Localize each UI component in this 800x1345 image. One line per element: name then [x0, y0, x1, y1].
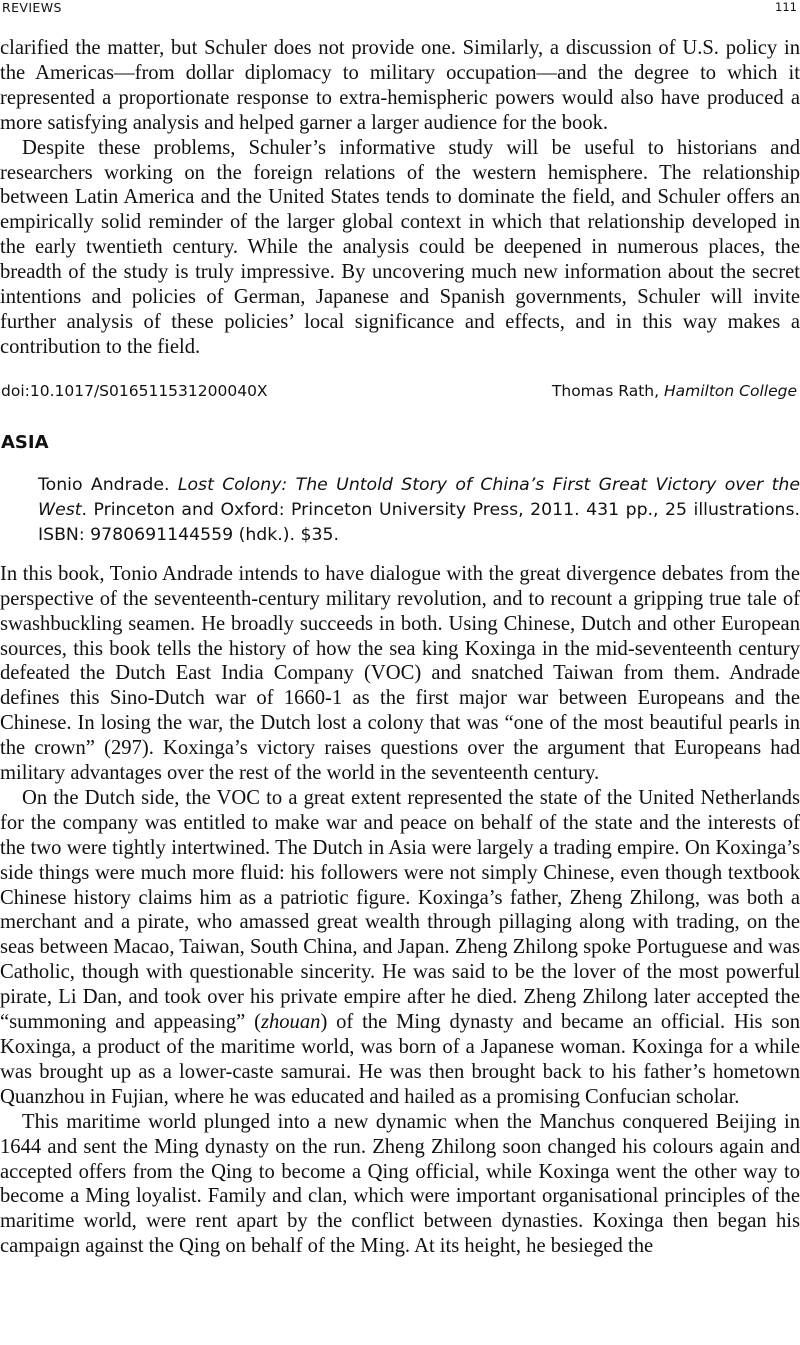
doi-link[interactable]: doi:10.1017/S016511531200040X	[1, 381, 268, 400]
reviewer-name: Thomas Rath,	[551, 381, 660, 400]
reviewer-affiliation: Hamilton College	[663, 381, 797, 400]
review2-paragraph-3: This maritime world plunged into a new dynamic when the Manchus conquered Beijing in 1644 and sent the Ming dynasty on the run. Zheng Zhilong soon changed his colours again and accepted offers from the Qing to become a Qing official, while Koxinga went the other way to become a Ming loyalist. Family and clan, which were important organisational principles of the maritime world, were rent apart by the conflict between dynasties. Koxinga then began his campaign against the Qing on behalf of the Ming. At its height, he besieged the	[0, 1110, 800, 1258]
page-number: 111	[775, 0, 797, 14]
book-author: Tonio Andrade.	[38, 474, 170, 495]
running-section-title: REVIEWS	[2, 0, 62, 15]
review2-paragraph-2-start: On the Dutch side, the VOC to a great extent represented the state of the United Netherlands for the company was entitled to make war and peace on behalf of the state and the interests of the two were tightly intertwined. The Dutch in Asia were largely a trading empire. On Koxinga’s side things were much more fluid: his followers were not simply Chinese, even though textbook Chinese history claims him as a patriotic figure. Koxinga’s father, Zheng Zhilong, was both a merchant and a pirate, who amassed great wealth through pillaging along with trading, on the seas between Macao, Taiwan, South China, and Japan. Zheng Zhilong spoke Portuguese and was Catholic, though with questionable sincerity. He was said to be the lover of the most powerful pirate, Li Dan, and took over his private empire after he died. Zheng Zhilong later accepted the “summoning and appeasing” (	[0, 786, 800, 1034]
book-title: Lost Colony: The Untold Story of China’s First Great Victory over the West	[38, 474, 800, 520]
review1-paragraph-1: clarified the matter, but Schuler does not provide one. Similarly, a discussion of U.S. policy in the Americas—from dollar diplomacy to military occupation—and the degree to which it represented a proportionate response to extra-hemispheric powers would also have produced a more satisfying analysis and helped garner a larger audience for the book.	[0, 37, 800, 134]
review-signature	[0, 379, 800, 401]
section-heading: ASIA	[1, 431, 49, 453]
reviewer-credit	[552, 379, 797, 404]
review1-paragraph-2: Despite these problems, Schuler’s informative study will be useful to historians and researchers working on the foreign relations of the western hemisphere. The relationship between Latin America and the United States tends to dominate the field, and Schuler offers an empirically solid reminder of the larger global context in which that relationship developed in the early twentieth century. While the analysis could be deepened in numerous places, the breadth of the study is truly impressive. By uncovering much new information about the secret intentions and policies of German, Japanese and Spanish governments, Schuler will invite further analysis of these policies’ local significance and effects, and in this way makes a contribution to the field.	[0, 136, 800, 358]
running-header	[0, 0, 800, 20]
book-details: . Princeton and Oxford: Princeton University Press, 2011. 431 pp., 25 illustrations. ISBN: 9780691144559 (hdk.). $35.	[38, 499, 800, 545]
review2-paragraph-2-end: ) of the Ming dynasty and became an official. His son Koxinga, a product of the maritime world, was born of a Japanese woman. Koxinga for a while was brought up as a lower-caste samurai. He was then brought back to his father’s hometown Quanzhou in Fujian, where he was educated and hailed as a promising Confucian scholar.	[0, 1011, 800, 1108]
term-zhouan: zhouan	[260, 1011, 321, 1034]
review2-paragraph-1: In this book, Tonio Andrade intends to have dialogue with the great divergence debates from the perspective of the seventeenth-century military revolution, and to recount a gripping true tale of swashbuckling seamen. He broadly succeeds in both. Using Chinese, Dutch and other European sources, this book tells the history of how the sea king Koxinga in the mid-seventeenth century defeated the Dutch East India Company (VOC) and snatched Taiwan from them. Andrade defines this Sino-Dutch war of 1660-1 as the first major war between Europeans and the Chinese. In losing the war, the Dutch lost a colony that was “one of the most beautiful pearls in the crown” (297). Koxinga’s victory raises questions over the argument that Europeans had military advantages over the rest of the world in the seventeenth century.	[0, 562, 800, 785]
review2-paragraph-2	[0, 786, 800, 1110]
page-body	[0, 36, 800, 1259]
book-citation	[38, 473, 800, 548]
review2-text	[0, 562, 800, 1259]
